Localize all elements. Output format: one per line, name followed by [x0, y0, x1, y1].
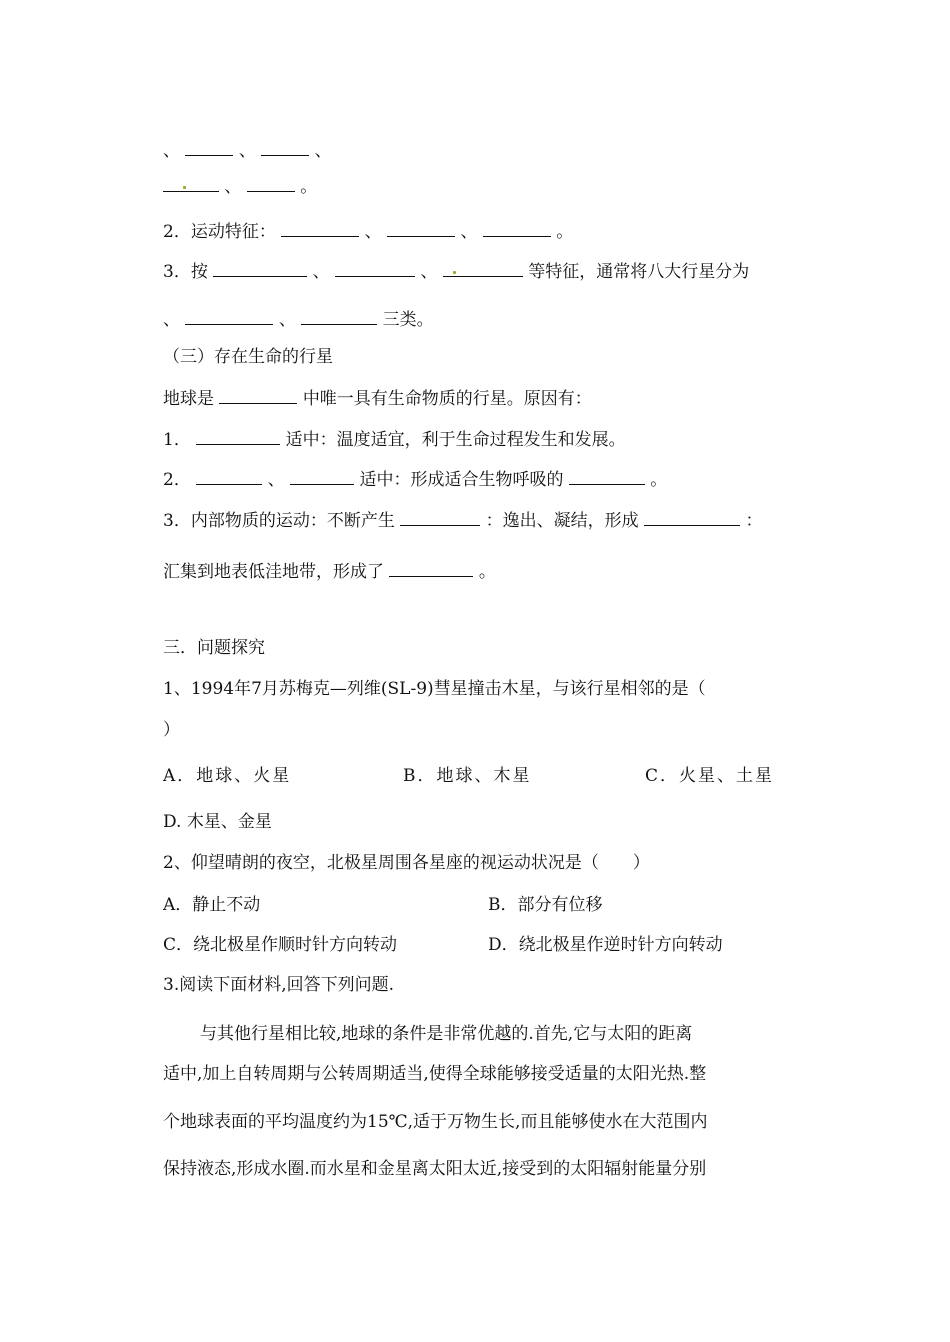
passage-line: 个地球表面的平均温度约为15℃,适于万物生长,而且能够使水在大范围内	[163, 1112, 708, 1132]
classification-question	[163, 259, 749, 284]
passage-line: 保持液态,形成水圈.而水星和金星离太阳太近,接受到的太阳辐射能量分别	[163, 1159, 707, 1179]
fill-line-1	[163, 138, 332, 163]
reason-3	[163, 508, 762, 533]
answer-blank[interactable]	[387, 219, 455, 237]
reason-prefix: 2．	[163, 470, 191, 490]
answer-blank[interactable]	[400, 508, 480, 526]
reason-text: 适中：形成适合生物呼吸的	[359, 470, 564, 490]
answer-blank[interactable]	[483, 219, 551, 237]
option-c[interactable]: C．火星、土星	[645, 766, 775, 786]
question-prefix: 3．按	[163, 262, 208, 282]
separator: 、	[163, 141, 180, 161]
answer-blank[interactable]	[196, 467, 262, 485]
separator: 、	[314, 141, 332, 161]
highlight-mark	[183, 186, 186, 189]
option-b[interactable]: B．地球、木星	[403, 766, 532, 786]
reason-text: 适中：温度适宜，利于生命过程发生和发展。	[285, 430, 626, 450]
section-heading: （三）存在生命的行星	[163, 347, 333, 367]
separator: 、	[224, 177, 242, 197]
separator: 、	[238, 141, 256, 161]
separator: 、	[163, 310, 180, 330]
question-text: 2、仰望晴朗的夜空，北极星周围各星座的视运动状况是（ ）	[163, 853, 650, 873]
separator: 、	[267, 470, 285, 490]
period: 。	[556, 222, 574, 242]
reason-2	[163, 467, 667, 492]
answer-blank[interactable]	[219, 386, 297, 404]
classification-question-cont	[163, 307, 434, 332]
answer-blank[interactable]	[644, 508, 740, 526]
option-d[interactable]: D. 木星、金星	[163, 812, 272, 832]
separator: 、	[312, 262, 330, 282]
fill-line-2	[163, 174, 317, 199]
reason-1	[163, 427, 626, 452]
question-1-stem: 1、1994年7月苏梅克—列维(SL-9)彗星撞击木星，与该行星相邻的是（	[163, 679, 706, 699]
reason-text: 汇集到地表低洼地带，形成了	[163, 562, 384, 582]
answer-blank[interactable]	[261, 138, 309, 156]
answer-blank[interactable]	[247, 174, 295, 192]
question-suffix: 三类。	[382, 310, 434, 330]
answer-blank[interactable]	[335, 259, 415, 277]
answer-blank[interactable]	[213, 259, 307, 277]
reason-prefix: 1．	[163, 430, 191, 450]
question-2-stem	[163, 851, 650, 875]
statement-suffix: 中唯一具有生命物质的行星。原因有：	[302, 389, 592, 409]
reason-prefix: 3．内部物质的运动：不断产生	[163, 511, 395, 531]
period: 。	[300, 177, 318, 197]
answer-blank[interactable]	[443, 259, 523, 277]
question-suffix: 等特征，通常将八大行星分为	[528, 262, 750, 282]
motion-question	[163, 219, 573, 244]
reason-3-cont	[163, 559, 496, 584]
passage-line: 适中,加上自转周期与公转周期适当,使得全球能够接受适量的太阳光热.整	[163, 1064, 707, 1084]
separator: 、	[278, 310, 296, 330]
separator: 、	[420, 262, 438, 282]
statement-prefix: 地球是	[163, 389, 214, 409]
question-1-options	[163, 764, 774, 788]
option-a[interactable]: A．地球、火星	[163, 766, 292, 786]
reason-text: ：逸出、凝结，形成	[485, 511, 639, 531]
answer-blank[interactable]	[301, 307, 377, 325]
earth-statement	[163, 386, 592, 411]
question-3-stem: 3.阅读下面材料,回答下列问题.	[163, 975, 395, 995]
answer-blank[interactable]	[281, 219, 359, 237]
answer-blank[interactable]	[290, 467, 354, 485]
question-prefix: 2．运动特征：	[163, 222, 276, 242]
option-a[interactable]: A．静止不动	[163, 895, 261, 915]
answer-blank[interactable]	[185, 138, 233, 156]
separator: 、	[460, 222, 478, 242]
option-c[interactable]: C．绕北极星作顺时针方向转动	[163, 935, 398, 955]
colon: ：	[745, 511, 763, 531]
question-1-close: ）	[163, 720, 180, 740]
question-2-options-row1	[163, 893, 603, 917]
period: 。	[478, 562, 496, 582]
answer-blank[interactable]	[163, 174, 219, 192]
highlight-mark	[453, 271, 456, 274]
answer-blank[interactable]	[196, 427, 280, 445]
answer-blank[interactable]	[389, 559, 473, 577]
period: 。	[650, 470, 668, 490]
answer-blank[interactable]	[185, 307, 273, 325]
option-b[interactable]: B．部分有位移	[488, 895, 603, 915]
question-2-options-row2	[163, 933, 723, 957]
separator: 、	[364, 222, 382, 242]
answer-blank[interactable]	[569, 467, 645, 485]
passage-line: 与其他行星相比较,地球的条件是非常优越的.首先,它与太阳的距离	[200, 1024, 693, 1044]
option-d[interactable]: D．绕北极星作逆时针方向转动	[488, 935, 723, 955]
part-heading: 三．问题探究	[163, 638, 265, 658]
